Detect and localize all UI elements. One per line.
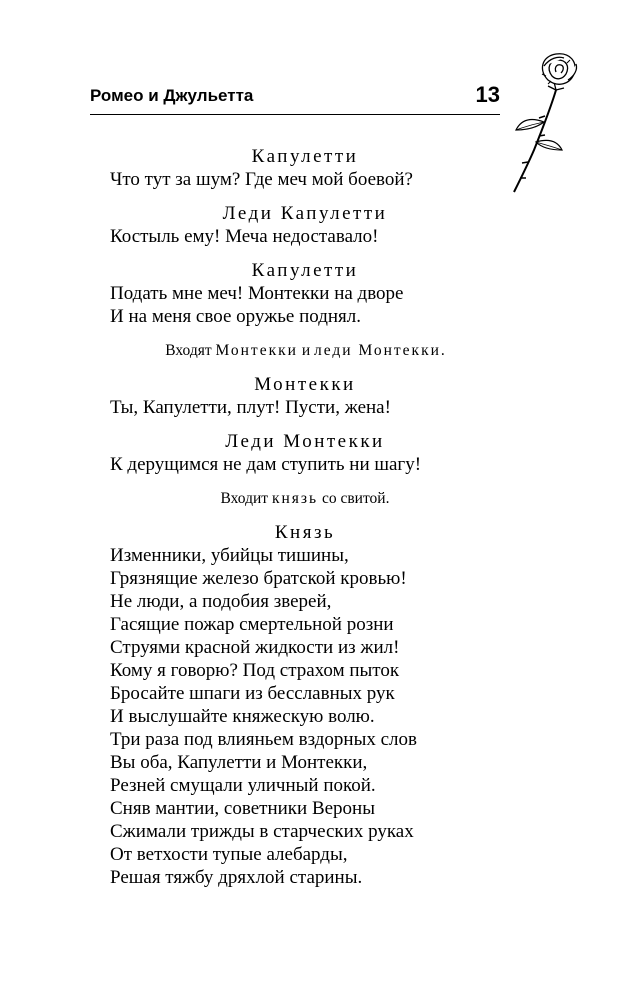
verse-line: Не люди, а подобия зверей, <box>110 591 332 612</box>
stage-text: . <box>440 342 445 359</box>
verse-line: Бросайте шпаги из бесславных рук <box>110 683 395 704</box>
verse-line: Решая тяжбу дряхлой старины. <box>110 867 363 888</box>
verse-line: И на меня свое оружье поднял. <box>110 306 362 327</box>
verse-line: Что тут за шум? Где меч мой боевой? <box>110 169 413 190</box>
speaker-name: Капулетти <box>251 146 359 167</box>
dialogue-block <box>110 146 500 191</box>
speaker-name: Князь <box>274 522 336 543</box>
verse-line: От ветхости тупые алебарды, <box>110 844 348 865</box>
speaker-name: Капулетти <box>251 260 359 281</box>
stage-text: Входит <box>220 490 272 507</box>
dialogue-block <box>110 431 500 476</box>
stage-text: и <box>297 342 314 359</box>
stage-character: Монтекки <box>215 342 298 359</box>
dialogue-block <box>110 374 500 419</box>
stage-character: князь <box>271 490 319 507</box>
page-number: 13 <box>475 82 500 107</box>
verse-line: Костыль ему! Меча недоставало! <box>110 226 379 247</box>
speaker-name: Монтекки <box>254 374 356 395</box>
verse-line: Ты, Капулетти, плут! Пусти, жена! <box>110 397 391 418</box>
dialogue-block <box>110 203 500 248</box>
speaker-name: Леди Капулетти <box>222 203 388 224</box>
verse-line: Гасящие пожар смертельной розни <box>110 614 394 635</box>
rose-icon <box>498 50 590 200</box>
verse-line: Вы оба, Капулетти и Монтекки, <box>110 752 368 773</box>
stage-character: леди Монтекки <box>313 342 441 359</box>
dialogue-block <box>110 260 500 328</box>
dialogue-block <box>110 522 500 889</box>
stage-text: со свитой. <box>318 490 390 507</box>
verse-line: И выслушайте княжескую волю. <box>110 706 375 727</box>
stage-direction <box>110 340 500 362</box>
running-header <box>90 84 500 115</box>
verse-line: Сжимали трижды в старческих руках <box>110 821 414 842</box>
play-text <box>110 146 500 901</box>
verse-line: Три раза под влияньем вздорных слов <box>110 729 417 750</box>
verse-line: Сняв мантии, советники Вероны <box>110 798 375 819</box>
verse-line: Грязнящие железо братской кровью! <box>110 568 407 589</box>
verse-line: Струями красной жидкости из жил! <box>110 637 400 658</box>
book-title: Ромео и Джульетта <box>90 86 254 105</box>
verse-line: К дерущимся не дам ступить ни шагу! <box>110 454 422 475</box>
speaker-name: Леди Монтекки <box>225 431 385 452</box>
verse-line: Изменники, убийцы тишины, <box>110 545 349 566</box>
verse-line: Подать мне меч! Монтекки на дворе <box>110 283 404 304</box>
stage-text: Входят <box>165 342 216 359</box>
stage-direction <box>110 488 500 510</box>
verse-line: Кому я говорю? Под страхом пыток <box>110 660 400 681</box>
verse-line: Резней смущали уличный покой. <box>110 775 376 796</box>
